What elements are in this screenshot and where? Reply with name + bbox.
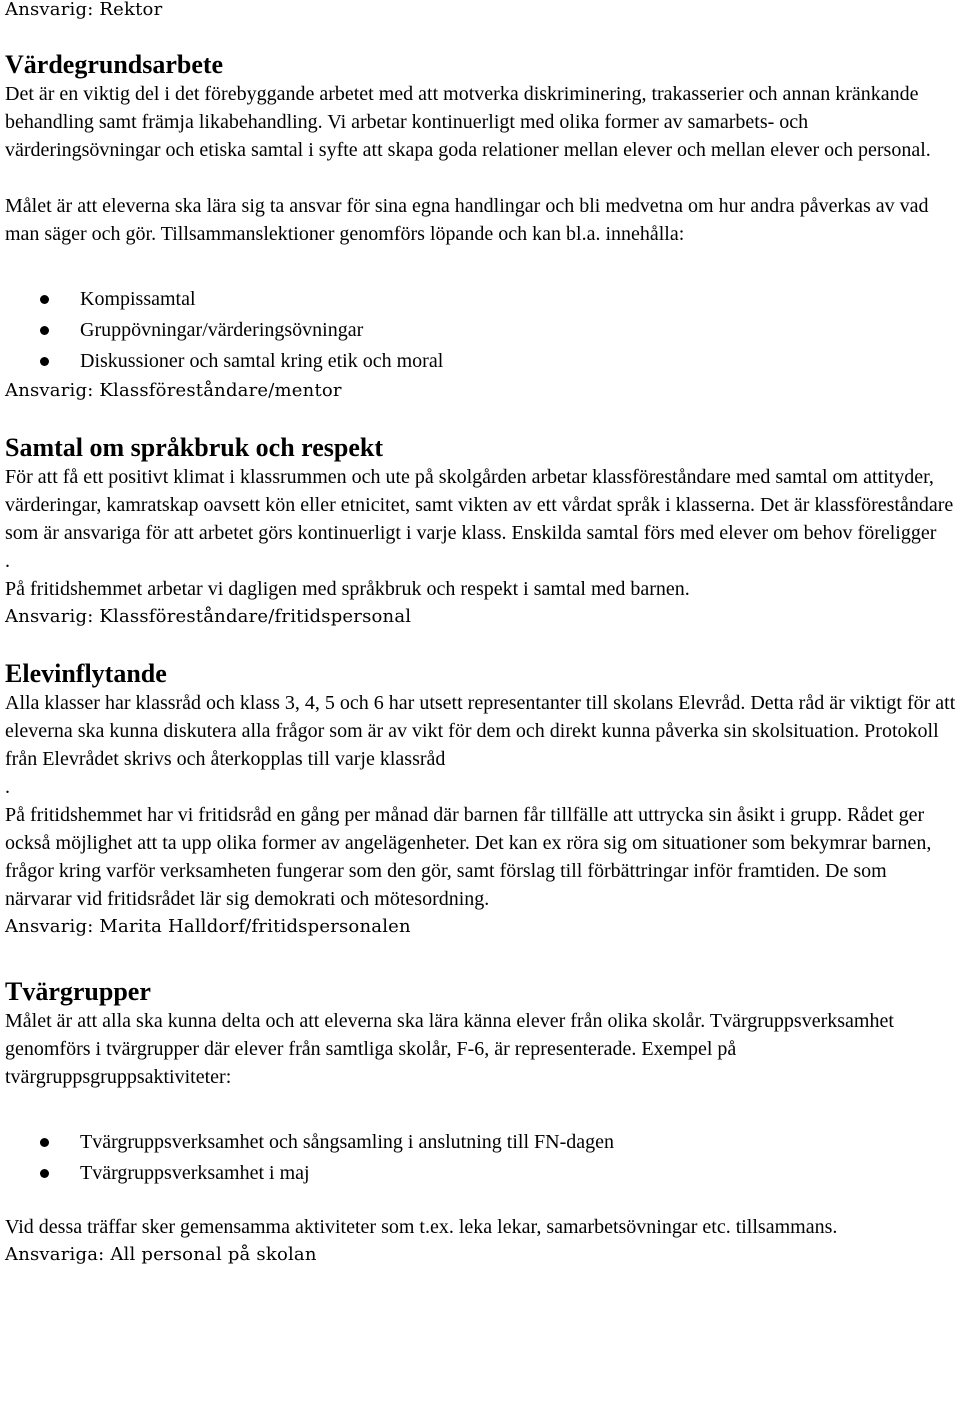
paragraph-dot: . <box>5 550 10 572</box>
paragraph-tvargrupper-intro: Målet är att alla ska kunna delta och att eleverna ska lära känna elever från olika skolår. Tvärgruppsverksamhet genomförs i tvärgrupper där elever från samtliga skolår, F-6, är representerade. Exempel på tvärgruppsgruppsaktiviteter: <box>5 1010 894 1088</box>
responsible-all-staff: Ansvariga: All personal på skolan <box>5 1244 317 1265</box>
heading-tvargrupper: Tvärgrupper <box>5 977 151 1006</box>
bullet-icon <box>40 1169 49 1178</box>
heading-vardegrundsarbete: Värdegrundsarbete <box>5 50 224 79</box>
paragraph-sprakbruk-intro: För att få ett positivt klimat i klassrummen och ute på skolgården arbetar klassföreståndare med samtal om attityder, värderingar, kamratskap oavsett kön eller etnicitet, samt vikten av ett vårdat språk i klasserna. Det är klassföreståndare som är ansvariga för att arbetet görs kontinuerligt i varje klass. Enskilda samtal förs med elever om behov föreligger <box>5 466 954 544</box>
bullet-icon <box>40 357 49 366</box>
bullet-icon <box>40 1138 49 1147</box>
paragraph-vardegrund-goal: Målet är att eleverna ska lära sig ta ansvar för sina egna handlingar och bli medvetna om hur andra påverkas av vad man säger och gör. Tillsammanslektioner genomförs löpande och kan bl.a. innehålla: <box>5 195 929 245</box>
responsible-marita: Ansvarig: Marita Halldorf/fritidspersonalen <box>5 916 411 937</box>
responsible-mentor: Ansvarig: Klassföreståndare/mentor <box>5 380 342 401</box>
heading-sprakbruk: Samtal om språkbruk och respekt <box>5 433 384 462</box>
responsible-rektor: Ansvarig: Rektor <box>5 0 163 20</box>
paragraph-elevinflytande-fritids: På fritidshemmet har vi fritidsråd en gång per månad där barnen får tillfälle att uttrycka sin åsikt i grupp. Rådet ger också möjlighet att ta upp olika former av angelägenheter. Det kan ex röra sig om situationer som bekymrar barnen, frågor kring varför verksamheten fungerar som den gör, samt förslag till förbättringar inför framtiden. De som närvarar vid fritidsrådet lär sig demokrati och mötesordning. <box>5 804 932 910</box>
paragraph-vardegrund-intro: Det är en viktig del i det förebyggande arbetet med att motverka diskriminering, trakasserier och annan kränkande behandling samt främja likabehandling. Vi arbetar kontinuerligt med olika former av samarbets- och värderingsövningar och etiska samtal i syfte att skapa goda relationer mellan elever och mellan elever och personal. <box>5 83 931 161</box>
paragraph-sprakbruk-fritids: På fritidshemmet arbetar vi dagligen med språkbruk och respekt i samtal med barnen. <box>5 578 690 600</box>
list-lessons <box>5 284 957 377</box>
paragraph-elevinflytande-intro: Alla klasser har klassråd och klass 3, 4, 5 och 6 har utsett representanter till skolans Elevråd. Detta råd är viktigt för att eleverna ska kunna diskutera alla frågor som är av vikt för dem och direkt kunna påverka sin skolsituation. Protokoll från Elevrådet skrivs och återkopplas till varje klassråd <box>5 692 956 770</box>
list-item: Gruppövningar/värderingsövningar <box>5 315 957 346</box>
paragraph-dot: . <box>5 776 10 798</box>
responsible-fritidspersonal: Ansvarig: Klassföreståndare/fritidspersonal <box>5 606 412 627</box>
list-item: Tvärgruppsverksamhet och sångsamling i anslutning till FN-dagen <box>5 1127 957 1158</box>
list-item: Tvärgruppsverksamhet i maj <box>5 1158 957 1189</box>
list-item: Kompissamtal <box>5 284 957 315</box>
document-page <box>5 0 957 1269</box>
bullet-icon <box>40 326 49 335</box>
list-activities <box>5 1127 957 1189</box>
list-item: Diskussioner och samtal kring etik och moral <box>5 346 957 377</box>
bullet-icon <box>40 295 49 304</box>
paragraph-tvargrupper-activities: Vid dessa träffar sker gemensamma aktiviteter som t.ex. leka lekar, samarbetsövningar etc. tillsammans. <box>5 1216 838 1238</box>
heading-elevinflytande: Elevinflytande <box>5 659 167 688</box>
